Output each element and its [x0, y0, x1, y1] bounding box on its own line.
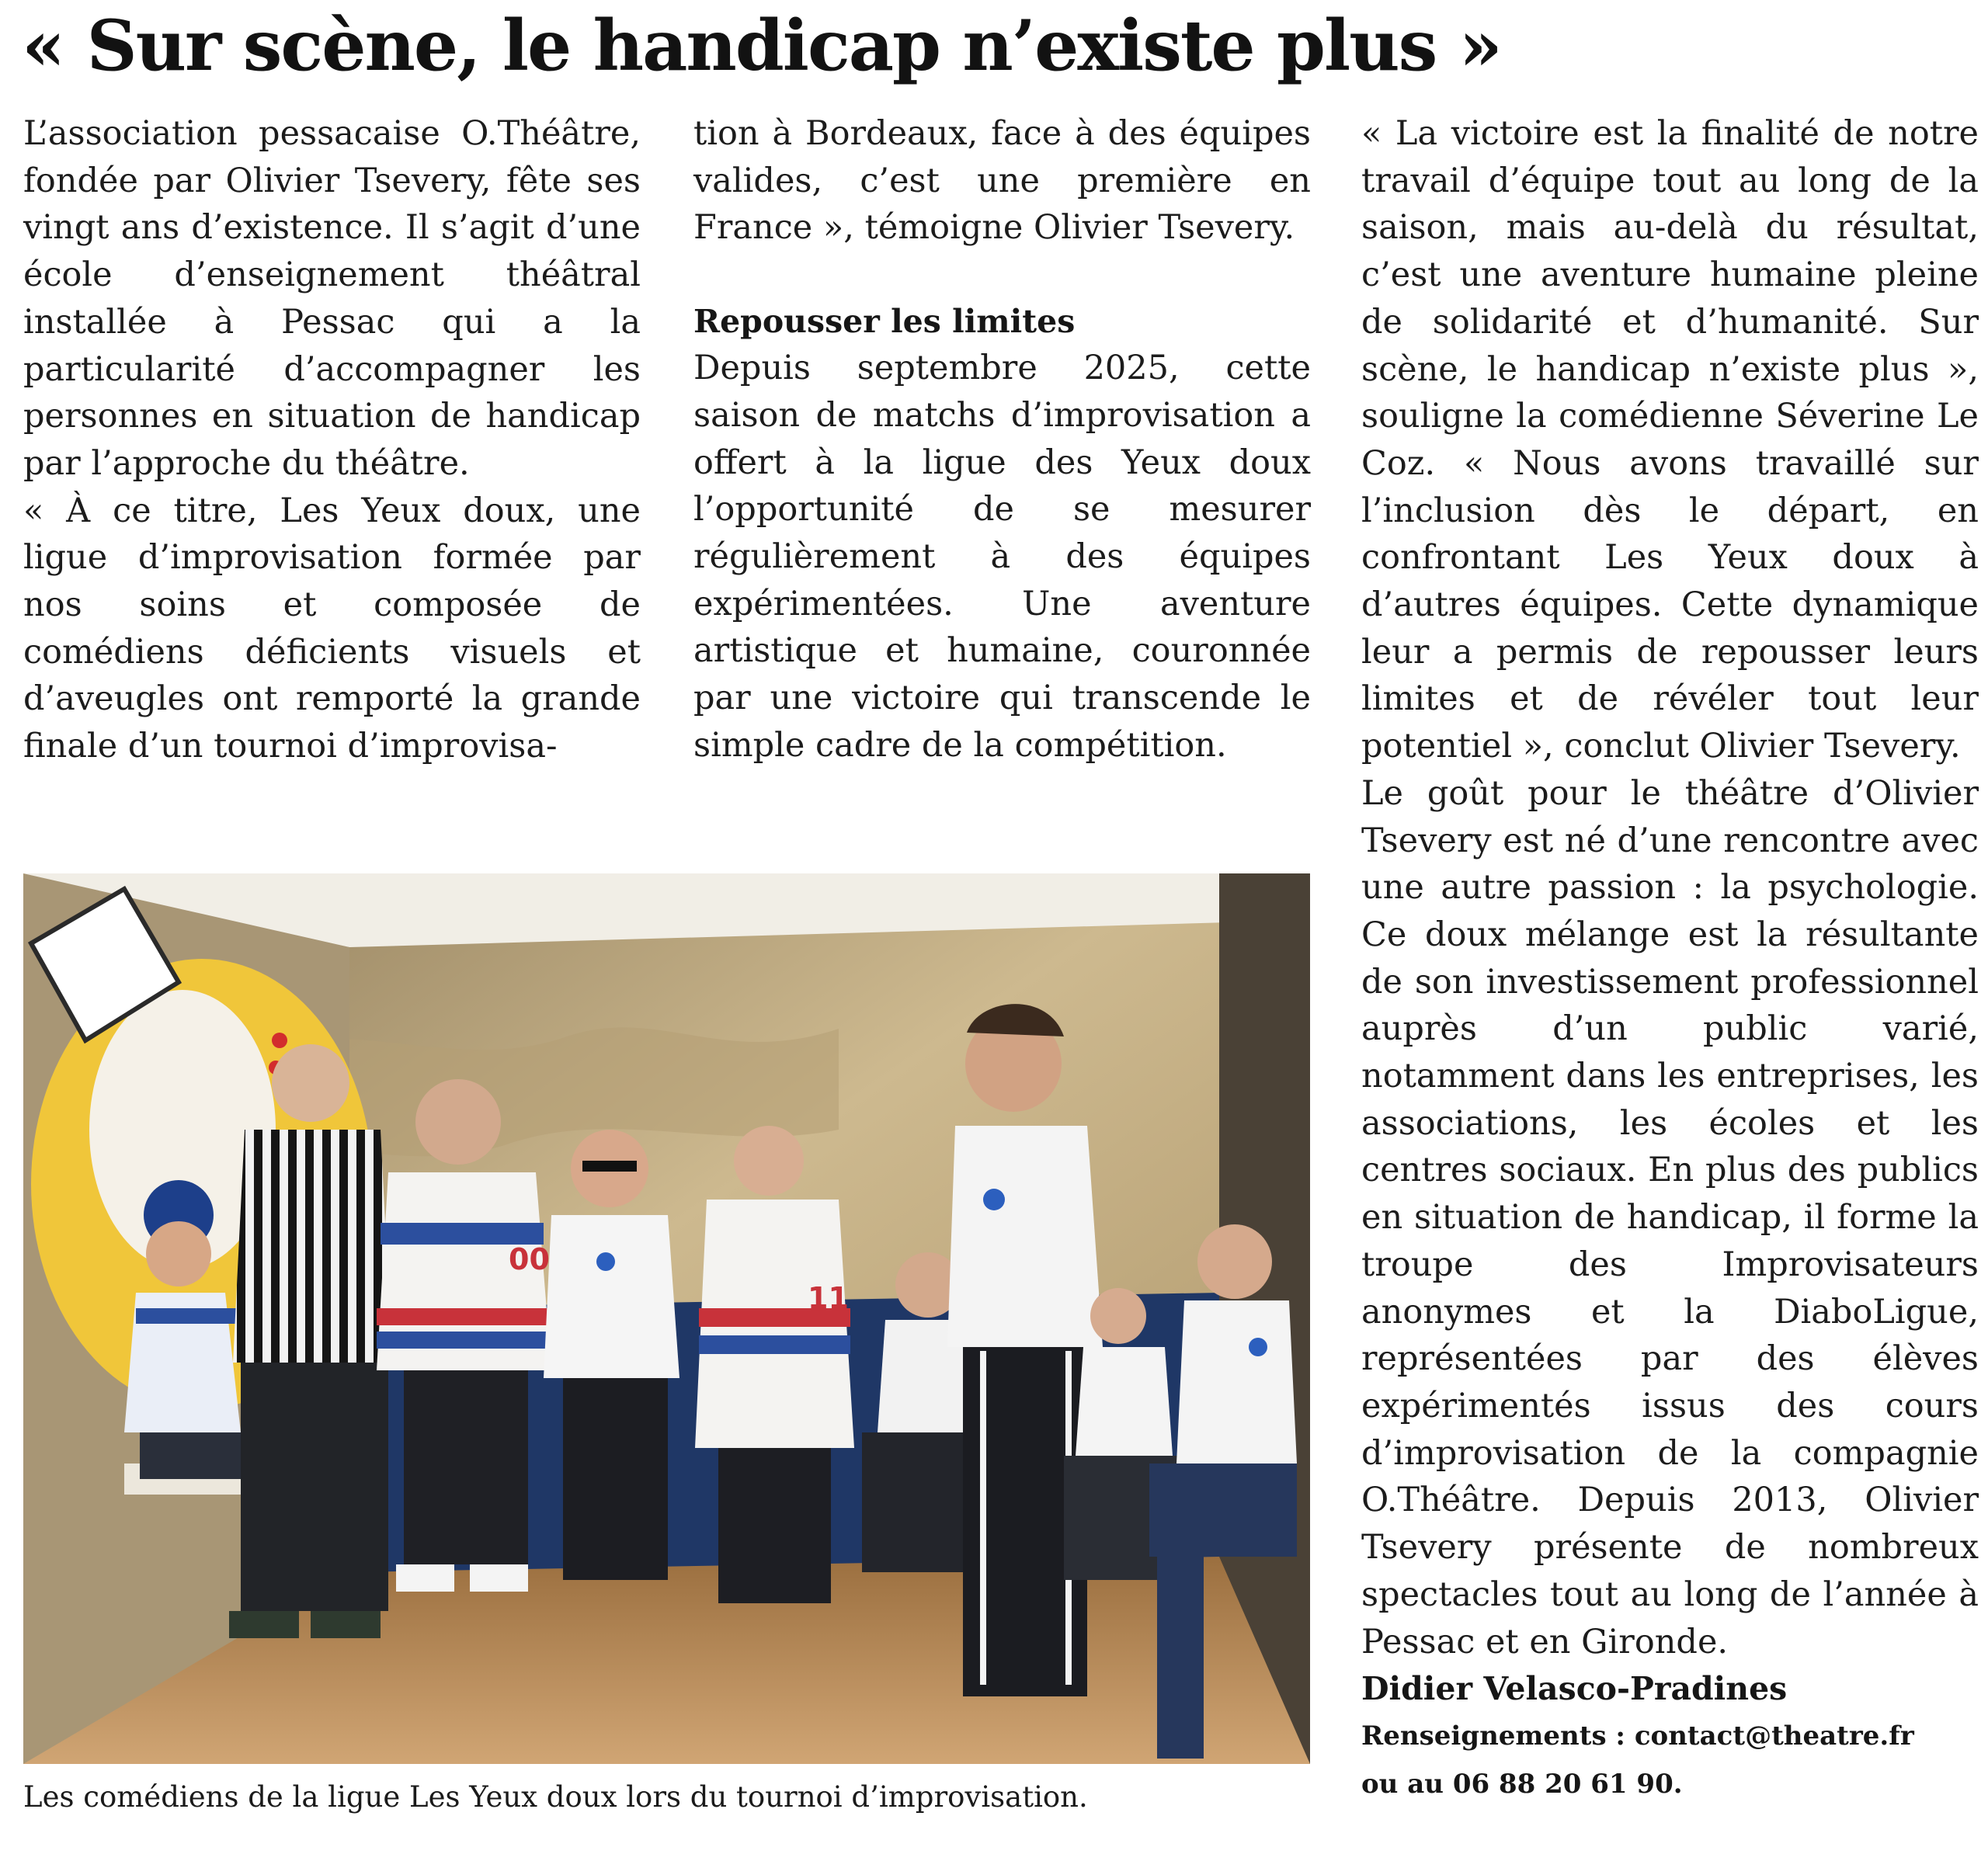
jersey-number-11: 11 [808, 1281, 849, 1315]
author-byline: Didier Velasco-Pradines [1361, 1670, 1788, 1708]
article-headline: « Sur scène, le handicap n’existe plus » [22, 5, 1501, 87]
article-photo [23, 873, 1310, 1764]
article-column-3 [1361, 110, 1979, 1808]
paragraph-victory-quote: « La victoire est la finalité de notre travail d’équipe tout au long de la saison, mais au-delà du résultat, c’est une aventure humaine pleine de solidarité et d’humanité. Sur scène, le handicap n’existe plus », souligne la comédienne Séverine Le Coz. « Nous avons travaillé sur l’inclusion dès le départ, en confrontant Les Yeux doux à d’autres équipes. Cette dynamique leur a permis de repousser leurs limites et de révéler tout leur potentiel », conclut Olivier Tsevery. [1361, 114, 1979, 766]
paragraph-biography: Le goût pour le théâtre d’Olivier Tsevery est né d’une rencontre avec une autre passion : la psychologie. Ce doux mélange est la résultante de son investissement professionnel auprès d’un public varié, notamment dans les entreprises, les associations, les écoles et les centres sociaux. En plus des publics en situation de handicap, il forme la troupe des Improvisateurs anonymes et la DiaboLigue, représentées par des élèves expérimentés issus des cours d’improvisation de la compagnie O.Théâtre. Depuis 2013, Olivier Tsevery présente de nombreux spectacles tout au long de l’année à Pessac et en Gironde. [1361, 773, 1979, 1661]
paragraph-quote-start: « À ce titre, Les Yeux doux, une ligue d’improvisation formée par nos soins et composée de comédiens déficients visuels et d’aveugles ont remporté la grande finale d’un tournoi d’improvisa- [23, 491, 641, 766]
article-column-1 [23, 110, 641, 770]
section-spacer [693, 252, 1311, 298]
contact-info-line: Renseignements : contact@theatre.fr [1361, 1720, 1914, 1752]
referee [229, 1044, 392, 1638]
paragraph-intro: L’association pessacaise O.Théâtre, fondée par Olivier Tsevery, fête ses vingt ans d’existence. Il s’agit d’une école d’enseignement théâtral installée à Pessac qui a la particularité d’accompagner les personnes en situation de handicap par l’approche du théâtre. [23, 114, 641, 483]
paragraph-season: Depuis septembre 2025, cette saison de matchs d’improvisation a offert à la ligue des Yeux doux l’opportunité de se mesurer régulièrement à des équipes expérimentées. Une aventure artistique et humaine, couronnée par une victoire qui transcende le simple cadre de la compétition. [693, 349, 1311, 765]
article-column-2 [693, 110, 1311, 769]
phone-info-line: ou au 06 88 20 61 90. [1361, 1769, 1683, 1800]
photo-caption: Les comédiens de la ligue Les Yeux doux lors du tournoi d’improvisation. [23, 1780, 1088, 1814]
mural-red-dot [272, 1033, 287, 1048]
jersey-number-00: 00 [509, 1242, 550, 1276]
paragraph-quote-end: tion à Bordeaux, face à des équipes valides, c’est une première en France », témoigne Olivier Tsevery. [693, 114, 1311, 248]
section-subhead: Repousser les limites [693, 303, 1076, 341]
